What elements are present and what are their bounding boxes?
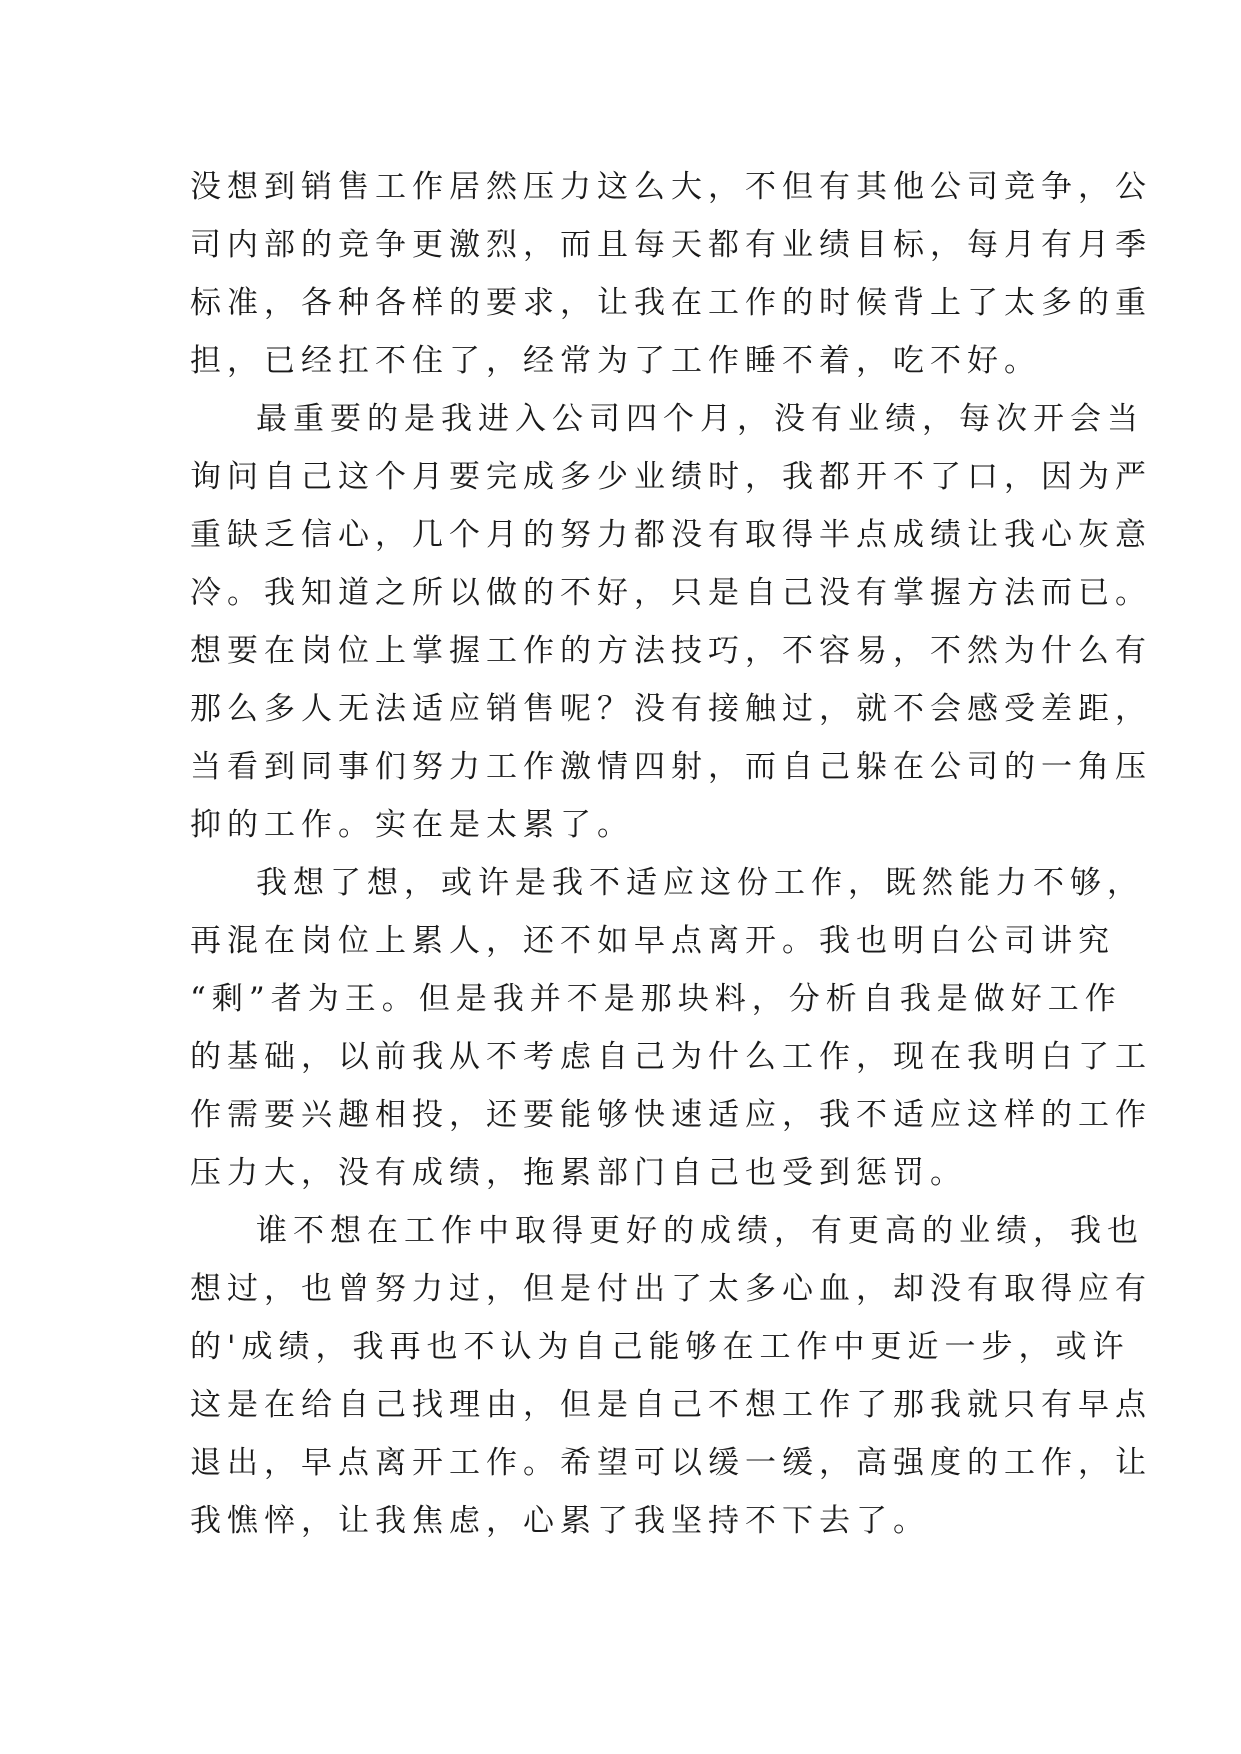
- paragraph: [190, 854, 1152, 1202]
- text-line: 抑的工作。实在是太累了。: [190, 807, 634, 843]
- text-line: 没想到销售工作居然压力这么大，不但有其他公司竞争，公: [190, 169, 1152, 205]
- text-line: 担，已经扛不住了，经常为了工作睡不着，吃不好。: [190, 343, 1041, 379]
- text-line: 最重要的是我进入公司四个月，没有业绩，每次开会当: [256, 401, 1144, 437]
- text-line: 重缺乏信心，几个月的努力都没有取得半点成绩让我心灰意: [190, 517, 1152, 553]
- paragraph: [190, 158, 1152, 390]
- text-line: 询问自己这个月要完成多少业绩时，我都开不了口，因为严: [190, 459, 1152, 495]
- text-line: 标准，各种各样的要求，让我在工作的时候背上了太多的重: [190, 285, 1152, 321]
- text-line: 想要在岗位上掌握工作的方法技巧，不容易，不然为什么有: [190, 633, 1152, 669]
- document-body: [190, 158, 1152, 1550]
- text-line: 想过，也曾努力过，但是付出了太多心血，却没有取得应有: [190, 1271, 1152, 1307]
- paragraph: [190, 1202, 1152, 1550]
- text-line: 这是在给自己找理由，但是自己不想工作了那我就只有早点: [190, 1387, 1152, 1423]
- paragraph: [190, 390, 1152, 854]
- text-line: 我想了想，或许是我不适应这份工作，既然能力不够，: [256, 865, 1144, 901]
- text-line: 的'成绩，我再也不认为自己能够在工作中更近一步，或许: [190, 1329, 1130, 1365]
- text-line: “剩”者为王。但是我并不是那块料，分析自我是做好工作: [190, 981, 1122, 1017]
- text-line: 冷。我知道之所以做的不好，只是自己没有掌握方法而已。: [190, 575, 1152, 611]
- text-line: 当看到同事们努力工作激情四射，而自己躲在公司的一角压: [190, 749, 1152, 785]
- text-line: 谁不想在工作中取得更好的成绩，有更高的业绩，我也: [256, 1213, 1144, 1249]
- text-line: 作需要兴趣相投，还要能够快速适应，我不适应这样的工作: [190, 1097, 1152, 1133]
- text-line: 司内部的竞争更激烈，而且每天都有业绩目标，每月有月季: [190, 227, 1152, 263]
- text-line: 压力大，没有成绩，拖累部门自己也受到惩罚。: [190, 1155, 967, 1191]
- text-line: 再混在岗位上累人，还不如早点离开。我也明白公司讲究: [190, 923, 1115, 959]
- text-line: 的基础，以前我从不考虑自己为什么工作，现在我明白了工: [190, 1039, 1152, 1075]
- text-line: 退出，早点离开工作。希望可以缓一缓，高强度的工作，让: [190, 1445, 1152, 1481]
- text-line: 那么多人无法适应销售呢？没有接触过，就不会感受差距，: [190, 691, 1152, 727]
- text-line: 我憔悴，让我焦虑，心累了我坚持不下去了。: [190, 1503, 930, 1539]
